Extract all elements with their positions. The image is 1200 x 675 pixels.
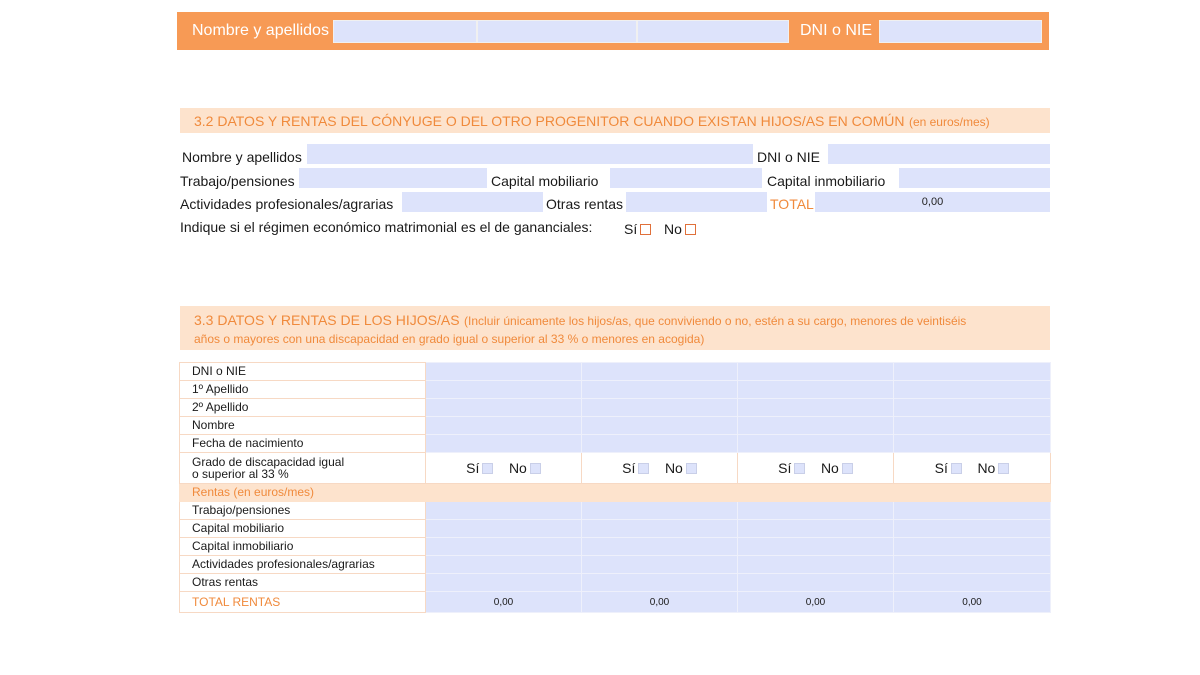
section-3-3-note-1: (Incluir únicamente los hijos/as, que conviviendo o no, estén a su cargo, menores de veintiséis [464,314,967,328]
name-input-1[interactable] [333,20,477,43]
child-4-grado-no-checkbox[interactable] [998,463,1009,474]
child-4-trabajo-input[interactable] [894,502,1050,519]
spouse-total-label: TOTAL [770,196,814,212]
child-3-dni-input[interactable] [738,363,893,380]
row-label-grado-2: o superior al 33 % [192,467,289,481]
child-2-grado-si-checkbox[interactable] [638,463,649,474]
spouse-actividades-input[interactable] [402,192,543,212]
child-1-grado [426,453,582,484]
child-3-nombre-input[interactable] [738,417,893,434]
child-4-apellido2-input[interactable] [894,399,1050,416]
section-3-3-header [180,306,1050,350]
child-1-fecha[interactable] [426,435,582,453]
row-label-otras: Otras rentas [180,574,426,592]
child-3-grado [738,453,894,484]
section-3-2-note: (en euros/mes) [908,115,990,129]
spouse-otras-input[interactable] [626,192,767,212]
spouse-trabajo-label: Trabajo/pensiones [180,173,295,189]
child-4-grado-no-label: No [977,459,996,476]
row-label-actividades: Actividades profesionales/agrarias [180,556,426,574]
row-label-grado [180,453,426,484]
regimen-si-checkbox[interactable] [640,224,651,235]
child-4-total: 0,00 [894,592,1051,613]
table-row [180,502,1051,520]
spouse-name-input[interactable] [307,144,753,164]
regimen-no [664,221,696,237]
child-1-grado-no-label: No [508,459,527,476]
child-3-capinm-input[interactable] [738,538,893,555]
child-3-trabajo[interactable] [738,502,894,520]
child-4-apellido1[interactable] [894,381,1051,399]
child-1-apellido2-input[interactable] [426,399,581,416]
name-input-2[interactable] [477,20,637,43]
regimen-si-label: Sí [624,221,638,237]
child-4-nombre[interactable] [894,417,1051,435]
child-3-capmob-input[interactable] [738,520,893,537]
child-4-capmob-input[interactable] [894,520,1050,537]
child-2-capinm-input[interactable] [582,538,737,555]
regimen-no-label: No [664,221,682,237]
child-4-capinm-input[interactable] [894,538,1050,555]
spouse-dni-label: DNI o NIE [757,149,821,165]
child-4-fecha[interactable] [894,435,1051,453]
child-2-apellido2[interactable] [582,399,738,417]
child-2-otras[interactable] [582,574,738,592]
child-2-grado-no-checkbox[interactable] [686,463,697,474]
child-1-trabajo[interactable] [426,502,582,520]
child-2-apellido1[interactable] [582,381,738,399]
child-3-grado-no-label: No [820,459,839,476]
child-2-grado-si-label: Sí [622,459,636,476]
section-3-2-title: 3.2 DATOS Y RENTAS DEL CÓNYUGE O DEL OTRO PROGENITOR CUANDO EXISTAN HIJOS/AS EN COMÚN [194,113,905,129]
table-row [180,381,1051,399]
child-2-apellido2-input[interactable] [582,399,737,416]
child-3-fecha-input[interactable] [738,435,893,452]
child-3-nombre[interactable] [738,417,894,435]
section-3-3-title: 3.3 DATOS Y RENTAS DE LOS HIJOS/AS [194,312,460,328]
child-2-dni[interactable] [582,363,738,381]
child-1-otras[interactable] [426,574,582,592]
row-label-total: TOTAL RENTAS [180,592,426,613]
child-3-apellido2[interactable] [738,399,894,417]
child-1-otras-input[interactable] [426,574,581,591]
child-3-capinm[interactable] [738,538,894,556]
child-1-total: 0,00 [426,592,582,613]
child-1-fecha-input[interactable] [426,435,581,452]
table-row [180,592,1051,613]
child-2-otras-input[interactable] [582,574,737,591]
spouse-name-label: Nombre y apellidos [182,149,302,165]
table-row [180,538,1051,556]
row-label-apellido2: 2º Apellido [180,399,426,417]
dni-label: DNI o NIE [800,22,873,39]
child-1-capmob-input[interactable] [426,520,581,537]
child-1-grado-si-checkbox[interactable] [482,463,493,474]
spouse-capmob-label: Capital mobiliario [491,173,599,189]
child-4-actividades-input[interactable] [894,556,1050,573]
child-1-actividades-input[interactable] [426,556,581,573]
table-row [180,520,1051,538]
child-2-capinm[interactable] [582,538,738,556]
child-2-apellido1-input[interactable] [582,381,737,398]
child-2-nombre-input[interactable] [582,417,737,434]
child-1-nombre-input[interactable] [426,417,581,434]
spouse-capinm-label: Capital inmobiliario [767,173,886,189]
header-bar [177,12,1049,50]
table-row [180,435,1051,453]
dni-input[interactable] [879,20,1042,43]
child-3-actividades[interactable] [738,556,894,574]
children-table [179,362,1051,613]
child-2-trabajo[interactable] [582,502,738,520]
child-3-actividades-input[interactable] [738,556,893,573]
child-3-grado-no-checkbox[interactable] [842,463,853,474]
child-4-apellido1-input[interactable] [894,381,1050,398]
child-4-grado-si-checkbox[interactable] [951,463,962,474]
section-3-3-note-2: años o mayores con una discapacidad en grado igual o superior al 33 % o menores en acogida) [194,332,705,346]
child-2-actividades[interactable] [582,556,738,574]
regimen-si [624,221,651,237]
spouse-capinm-input[interactable] [899,168,1050,188]
child-3-dni[interactable] [738,363,894,381]
regimen-question: Indique si el régimen económico matrimonial es el de gananciales: [180,219,593,235]
child-4-apellido2[interactable] [894,399,1051,417]
child-1-capinm[interactable] [426,538,582,556]
child-4-otras-input[interactable] [894,574,1050,591]
spouse-total-value: 0,00 [815,192,1050,212]
row-label-trabajo: Trabajo/pensiones [180,502,426,520]
table-row [180,556,1051,574]
section-3-2-header [180,108,1050,133]
row-label-nombre: Nombre [180,417,426,435]
child-3-apellido1-input[interactable] [738,381,893,398]
child-1-capmob[interactable] [426,520,582,538]
child-2-nombre[interactable] [582,417,738,435]
child-2-trabajo-input[interactable] [582,502,737,519]
table-row [180,453,1051,484]
child-4-grado [894,453,1051,484]
child-3-apellido1[interactable] [738,381,894,399]
child-3-grado-si-checkbox[interactable] [794,463,805,474]
spouse-dni-input[interactable] [828,144,1050,164]
child-4-capmob[interactable] [894,520,1051,538]
spouse-actividades-label: Actividades profesionales/agrarias [180,196,394,212]
child-1-apellido2[interactable] [426,399,582,417]
child-2-fecha[interactable] [582,435,738,453]
table-row [180,363,1051,381]
child-3-total: 0,00 [738,592,894,613]
child-4-dni-input[interactable] [894,363,1050,380]
child-1-apellido1-input[interactable] [426,381,581,398]
child-4-dni[interactable] [894,363,1051,381]
child-1-actividades[interactable] [426,556,582,574]
child-1-nombre[interactable] [426,417,582,435]
spouse-capmob-input[interactable] [610,168,762,188]
name-input-3[interactable] [637,20,789,43]
child-2-grado-no-label: No [664,459,683,476]
child-2-dni-input[interactable] [582,363,737,380]
child-3-trabajo-input[interactable] [738,502,893,519]
child-3-grado-si-label: Sí [778,459,792,476]
child-1-capinm-input[interactable] [426,538,581,555]
spouse-otras-label: Otras rentas [546,196,624,212]
name-label: Nombre y apellidos [192,22,329,39]
child-2-grado [582,453,738,484]
rentas-header-row [180,484,1051,502]
row-label-apellido1: 1º Apellido [180,381,426,399]
child-4-grado-si-label: Sí [934,459,948,476]
regimen-no-checkbox[interactable] [685,224,696,235]
child-3-capmob[interactable] [738,520,894,538]
child-4-actividades[interactable] [894,556,1051,574]
spouse-trabajo-input[interactable] [299,168,487,188]
child-4-nombre-input[interactable] [894,417,1050,434]
child-1-apellido1[interactable] [426,381,582,399]
child-1-grado-si-label: Sí [466,459,480,476]
child-2-actividades-input[interactable] [582,556,737,573]
child-1-dni-input[interactable] [426,363,581,380]
child-4-fecha-input[interactable] [894,435,1050,452]
table-row [180,399,1051,417]
row-label-fecha: Fecha de nacimiento [180,435,426,453]
rentas-header: Rentas (en euros/mes) [180,484,1051,502]
child-4-trabajo[interactable] [894,502,1051,520]
child-1-dni[interactable] [426,363,582,381]
child-1-grado-no-checkbox[interactable] [530,463,541,474]
child-4-otras[interactable] [894,574,1051,592]
row-label-capmob: Capital mobiliario [180,520,426,538]
row-label-dni: DNI o NIE [180,363,426,381]
child-3-apellido2-input[interactable] [738,399,893,416]
child-2-capmob-input[interactable] [582,520,737,537]
child-3-otras-input[interactable] [738,574,893,591]
child-2-fecha-input[interactable] [582,435,737,452]
child-2-total: 0,00 [582,592,738,613]
row-label-capinm: Capital inmobiliario [180,538,426,556]
child-3-fecha[interactable] [738,435,894,453]
child-4-capinm[interactable] [894,538,1051,556]
row-label-grado-1: Grado de discapacidad igual [192,455,345,469]
table-row [180,574,1051,592]
table-row [180,417,1051,435]
child-1-trabajo-input[interactable] [426,502,581,519]
child-2-capmob[interactable] [582,520,738,538]
child-3-otras[interactable] [738,574,894,592]
